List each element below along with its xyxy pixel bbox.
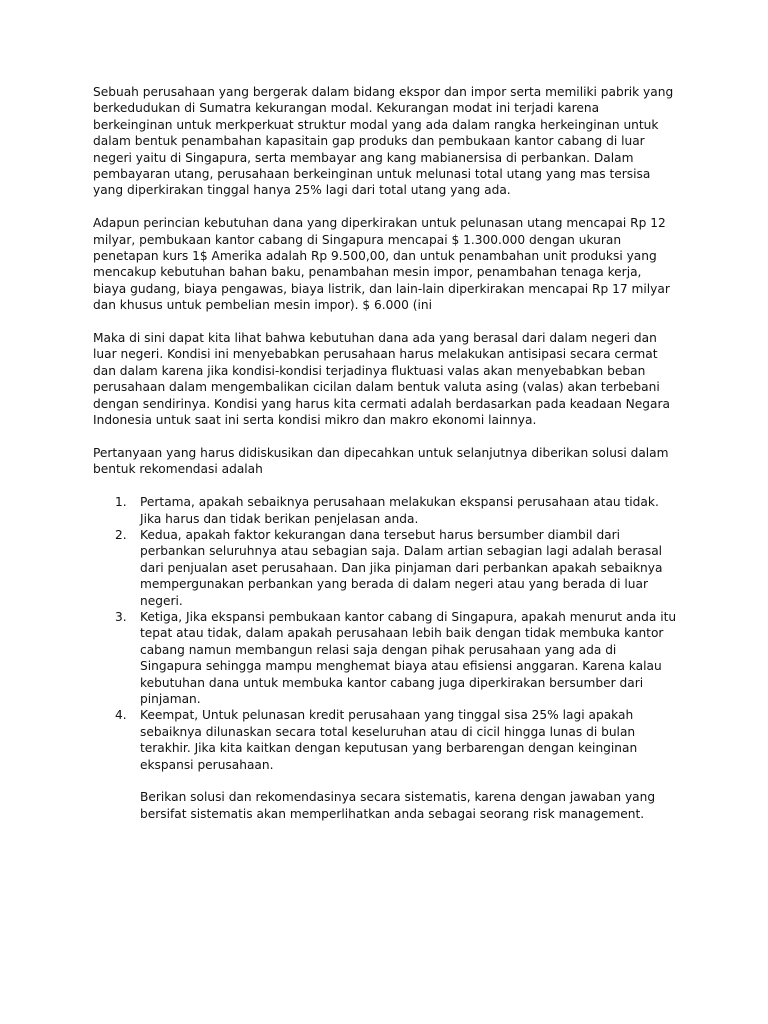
- paragraph-fund-details: Adapun perincian kebutuhan dana yang diperkirakan untuk pelunasan utang mencapai Rp 12 milyar, pembukaan kantor cabang di Singapura mencapai $ 1.300.000 dengan ukuran penetapan kurs 1$ Amerika adalah Rp 9.500,00, dan untuk penambahan unit produksi yang mencakup kebutuhan bahan baku, penambahan mesin impor, penambahan tenaga kerja, biaya gudang, biaya pengawas, biaya listrik, dan lain-lain diperkirakan mencapai Rp 17 milyar dan khusus untuk pembelian mesin impor). $ 6.000 (ini: [93, 216, 670, 313]
- list-item-text: Ketiga, Jika ekspansi pembukaan kantor cabang di Singapura, apakah menurut anda itu tepat atau tidak, dalam apakah perusahaan lebih baik dengan tidak membuka kantor cabang namun membangun relasi saja dengan pihak perusahaan yang ada di Singapura sehingga mampu menghemat biaya atau efisiensi anggaran. Karena kalau kebutuhan dana untuk membuka kantor cabang juga diperkirakan bersumber dari pinjaman.: [140, 609, 677, 706]
- list-item: [93, 609, 677, 707]
- list-item-number: 3.: [115, 609, 127, 624]
- paragraph-question-intro: Pertanyaan yang harus didiskusikan dan dipecahkan untuk selanjutnya diberikan solusi dalam bentuk rekomendasi adalah: [93, 445, 669, 477]
- list-item-text: Keempat, Untuk pelunasan kredit perusahaan yang tinggal sisa 25% lagi apakah sebaiknya dilunaskan secara total keseluruhan atau di cicil hingga lunas di bulan terakhir. Jika kita kaitkan dengan keputusan yang berbarengan dengan keinginan ekspansi perusahaan.: [140, 708, 638, 772]
- list-item: [93, 707, 677, 773]
- question-list: [93, 494, 677, 773]
- closing-instruction: Berikan solusi dan rekomendasinya secara sistematis, karena dengan jawaban yang bersifat sistematis akan memperlihatkan anda sebagai seorang risk management.: [140, 790, 656, 821]
- list-item: [93, 527, 677, 609]
- paragraph-intro: Sebuah perusahaan yang bergerak dalam bidang ekspor dan impor serta memiliki pabrik yang berkedudukan di Sumatra kekurangan modal. Kekurangan modat ini terjadi karena berkeinginan untuk merkperkuat struktur modal yang ada dalam rangka herkeinginan untuk dalam bentuk penambahan kapasitain gap produks dan pembukaan kantor cabang di luar negeri yaitu di Singapura, serta membayar ang kang mabianersisa di perbankan. Dalam pembayaran utang, perusahaan berkeinginan untuk melunasi total utang yang mas tersisa yang diperkirakan tinggal hanya 25% lagi dari total utang yang ada.: [93, 85, 674, 198]
- list-item: [93, 494, 677, 527]
- list-item-number: 2.: [115, 527, 127, 542]
- paragraph-conclusion: Maka di sini dapat kita lihat bahwa kebutuhan dana ada yang berasal dari dalam negeri dan luar negeri. Kondisi ini menyebabkan perusahaan harus melakukan antisipasi secara cermat dan dalam karena jika kondisi-kondisi terjadinya fluktuasi valas akan menyebabkan beban perusahaan dalam mengembalikan cicilan dalam bentuk valuta asing (valas) akan terbebani dengan sendirinya. Kondisi yang harus kita cermati adalah berdasarkan pada keadaan Negara Indonesia untuk saat ini serta kondisi mikro dan makro ekonomi lainnya.: [93, 331, 670, 428]
- list-item-number: 4.: [115, 708, 127, 723]
- list-item-number: 1.: [115, 495, 127, 510]
- list-item-text: Kedua, apakah faktor kekurangan dana tersebut harus bersumber diambil dari perbankan seluruhnya atau sebagian saja. Dalam artian sebagian lagi adalah berasal dari penjualan aset perusahaan. Dan jika pinjaman dari perbankan apakah sebaiknya mempergunakan perbankan yang berada di dalam negeri atau yang berada di luar negeri.: [140, 527, 663, 608]
- list-item-text: Pertama, apakah sebaiknya perusahaan melakukan ekspansi perusahaan atau tidak. Jika harus dan tidak berikan penjelasan anda.: [140, 495, 659, 526]
- document-body: [93, 84, 677, 822]
